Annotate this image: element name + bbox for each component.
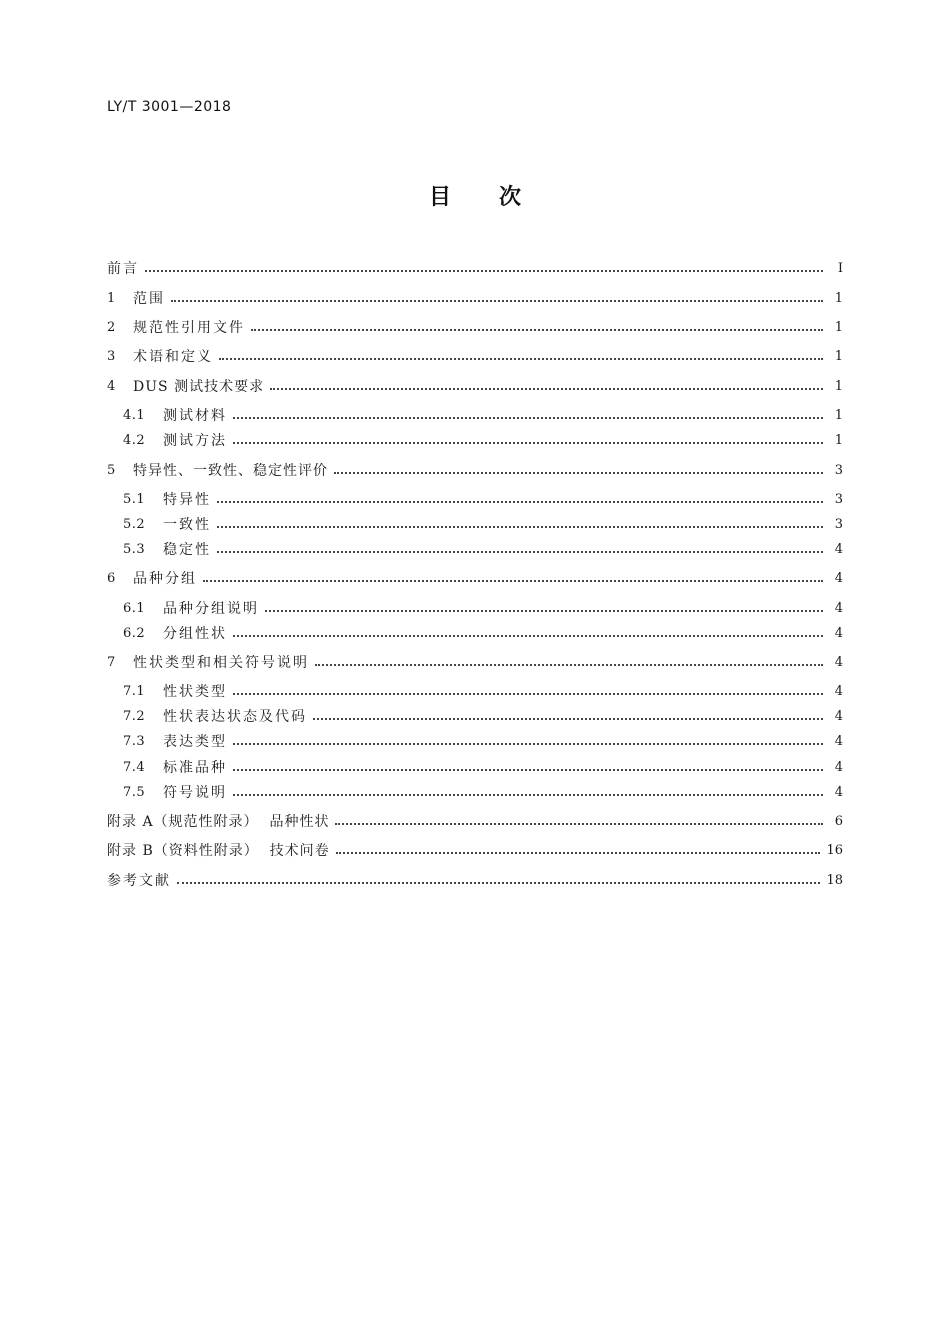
dot-leader [335, 823, 823, 825]
toc-entry-number: 4 [107, 379, 116, 394]
toc-entry-number: 7 [107, 655, 116, 670]
toc-entry-3[interactable] [107, 346, 843, 368]
toc-entry-label: 性状类型和相关符号说明 [133, 655, 309, 671]
dot-leader [334, 472, 823, 474]
toc-entry-label: 测试方法 [163, 433, 227, 449]
toc-entry-label: 范围 [133, 291, 165, 307]
toc-entry-5[interactable] [107, 460, 843, 482]
toc-entry-page: 4 [834, 626, 843, 641]
toc-entry-page: 3 [834, 463, 843, 478]
toc-entry-6[interactable] [107, 568, 843, 590]
document-code: LY/T 3001—2018 [107, 99, 232, 115]
toc-entry-page: 4 [834, 709, 843, 724]
toc-entry-4[interactable] [107, 376, 843, 398]
dot-leader [145, 270, 823, 272]
dot-leader [177, 882, 820, 884]
toc-entry-6-2[interactable] [123, 623, 843, 645]
toc-title-right: 次 [499, 185, 522, 210]
toc-entry-number: 4.1 [123, 408, 146, 423]
toc-entry-page: 16 [826, 843, 843, 858]
toc-entry-number: 1 [107, 291, 116, 306]
toc-entry-page: 6 [834, 814, 843, 829]
toc-entry-5-2[interactable] [123, 514, 843, 536]
toc-entry-2[interactable] [107, 317, 843, 339]
toc-entry-label: 符号说明 [163, 785, 227, 801]
toc-entry-label: DUS 测试技术要求 [133, 379, 265, 395]
toc-entry-7-3[interactable] [123, 731, 843, 753]
dot-leader [217, 501, 823, 503]
toc-entry-7-1[interactable] [123, 681, 843, 703]
dot-leader [233, 442, 823, 444]
dot-leader [219, 358, 823, 360]
toc-entry-label: 品种分组 [133, 571, 197, 587]
toc-entry-page: 3 [834, 492, 843, 507]
toc-entry-number: 6 [107, 571, 116, 586]
dot-leader [217, 526, 823, 528]
toc-entry-label: 特异性、一致性、稳定性评价 [133, 463, 328, 479]
dot-leader [233, 417, 823, 419]
dot-leader [233, 794, 823, 796]
toc-entry-number: 2 [107, 320, 116, 335]
toc-entry-page: 4 [834, 542, 843, 557]
toc-entry-4-1[interactable] [123, 405, 843, 427]
toc-entry-label: 测试材料 [163, 408, 227, 424]
dot-leader [270, 388, 823, 390]
toc-entry-number: 6.1 [123, 601, 146, 616]
dot-leader [233, 769, 823, 771]
toc-entry-label: 参考文献 [107, 873, 171, 889]
toc-entry-references[interactable] [107, 870, 843, 892]
dot-leader [313, 718, 823, 720]
dot-leader [251, 329, 823, 331]
toc-entry-label: 附录 B（资料性附录） 技术问卷 [107, 843, 330, 859]
toc-entry-label: 分组性状 [163, 626, 227, 642]
toc-entry-label: 术语和定义 [133, 349, 213, 365]
toc-entry-annex-b[interactable] [107, 840, 843, 862]
toc-entry-5-3[interactable] [123, 539, 843, 561]
toc-entry-page: 1 [834, 349, 843, 364]
toc-entry-page: 1 [834, 408, 843, 423]
toc-entry-page: 1 [834, 379, 843, 394]
toc-entry-page: 4 [834, 734, 843, 749]
toc-entry-page: 4 [834, 571, 843, 586]
toc-entry-page: 4 [834, 785, 843, 800]
toc-entry-page: 1 [834, 433, 843, 448]
toc-entry-page: 4 [834, 684, 843, 699]
dot-leader [315, 664, 823, 666]
toc-entry-page: 18 [826, 873, 843, 888]
toc-entry-7-2[interactable] [123, 706, 843, 728]
toc-entry-label: 附录 A（规范性附录） 品种性状 [107, 814, 330, 830]
toc-entry-number: 5.2 [123, 517, 146, 532]
toc-entry-number: 5 [107, 463, 116, 478]
dot-leader [233, 743, 823, 745]
toc-entry-label: 性状表达状态及代码 [163, 709, 307, 725]
toc-title [0, 180, 950, 211]
toc-entry-page: 3 [834, 517, 843, 532]
toc-entry-7[interactable] [107, 652, 843, 674]
toc-entry-label: 一致性 [163, 517, 211, 533]
dot-leader [336, 852, 821, 854]
toc-entry-number: 7.4 [123, 760, 146, 775]
toc-entry-label: 性状类型 [163, 684, 227, 700]
dot-leader [233, 635, 823, 637]
toc-entry-page: 4 [834, 760, 843, 775]
toc-entry-label: 规范性引用文件 [133, 320, 245, 336]
toc-entry-label: 品种分组说明 [163, 601, 259, 617]
toc-entry-label: 前言 [107, 261, 139, 277]
toc-entry-annex-a[interactable] [107, 811, 843, 833]
toc-entry-number: 5.3 [123, 542, 146, 557]
toc-entry-page: 1 [834, 320, 843, 335]
toc-entry-page: 1 [834, 291, 843, 306]
toc-entry-number: 7.3 [123, 734, 146, 749]
toc-entry-number: 5.1 [123, 492, 146, 507]
toc-entry-6-1[interactable] [123, 598, 843, 620]
toc-entry-4-2[interactable] [123, 430, 843, 452]
toc-entry-number: 3 [107, 349, 116, 364]
dot-leader [171, 300, 823, 302]
toc-entry-page: 4 [834, 655, 843, 670]
toc-entry-foreword[interactable] [107, 258, 843, 280]
toc-entry-number: 4.2 [123, 433, 146, 448]
toc-entry-7-4[interactable] [123, 757, 843, 779]
toc-entry-1[interactable] [107, 288, 843, 310]
toc-entry-5-1[interactable] [123, 489, 843, 511]
dot-leader [233, 693, 823, 695]
toc-entry-label: 表达类型 [163, 734, 227, 750]
toc-title-left: 目 [428, 185, 451, 210]
dot-leader [265, 610, 823, 612]
toc-entry-7-5[interactable] [123, 782, 843, 804]
toc-entry-label: 特异性 [163, 492, 211, 508]
toc-entry-page: 4 [834, 601, 843, 616]
toc-entry-number: 7.5 [123, 785, 146, 800]
toc-entry-number: 7.2 [123, 709, 146, 724]
dot-leader [203, 580, 823, 582]
dot-leader [217, 551, 823, 553]
toc-entry-label: 标准品种 [163, 760, 227, 776]
toc-entry-number: 7.1 [123, 684, 146, 699]
toc-entry-number: 6.2 [123, 626, 146, 641]
toc-entry-label: 稳定性 [163, 542, 211, 558]
toc-entry-page: Ⅰ [837, 261, 843, 276]
